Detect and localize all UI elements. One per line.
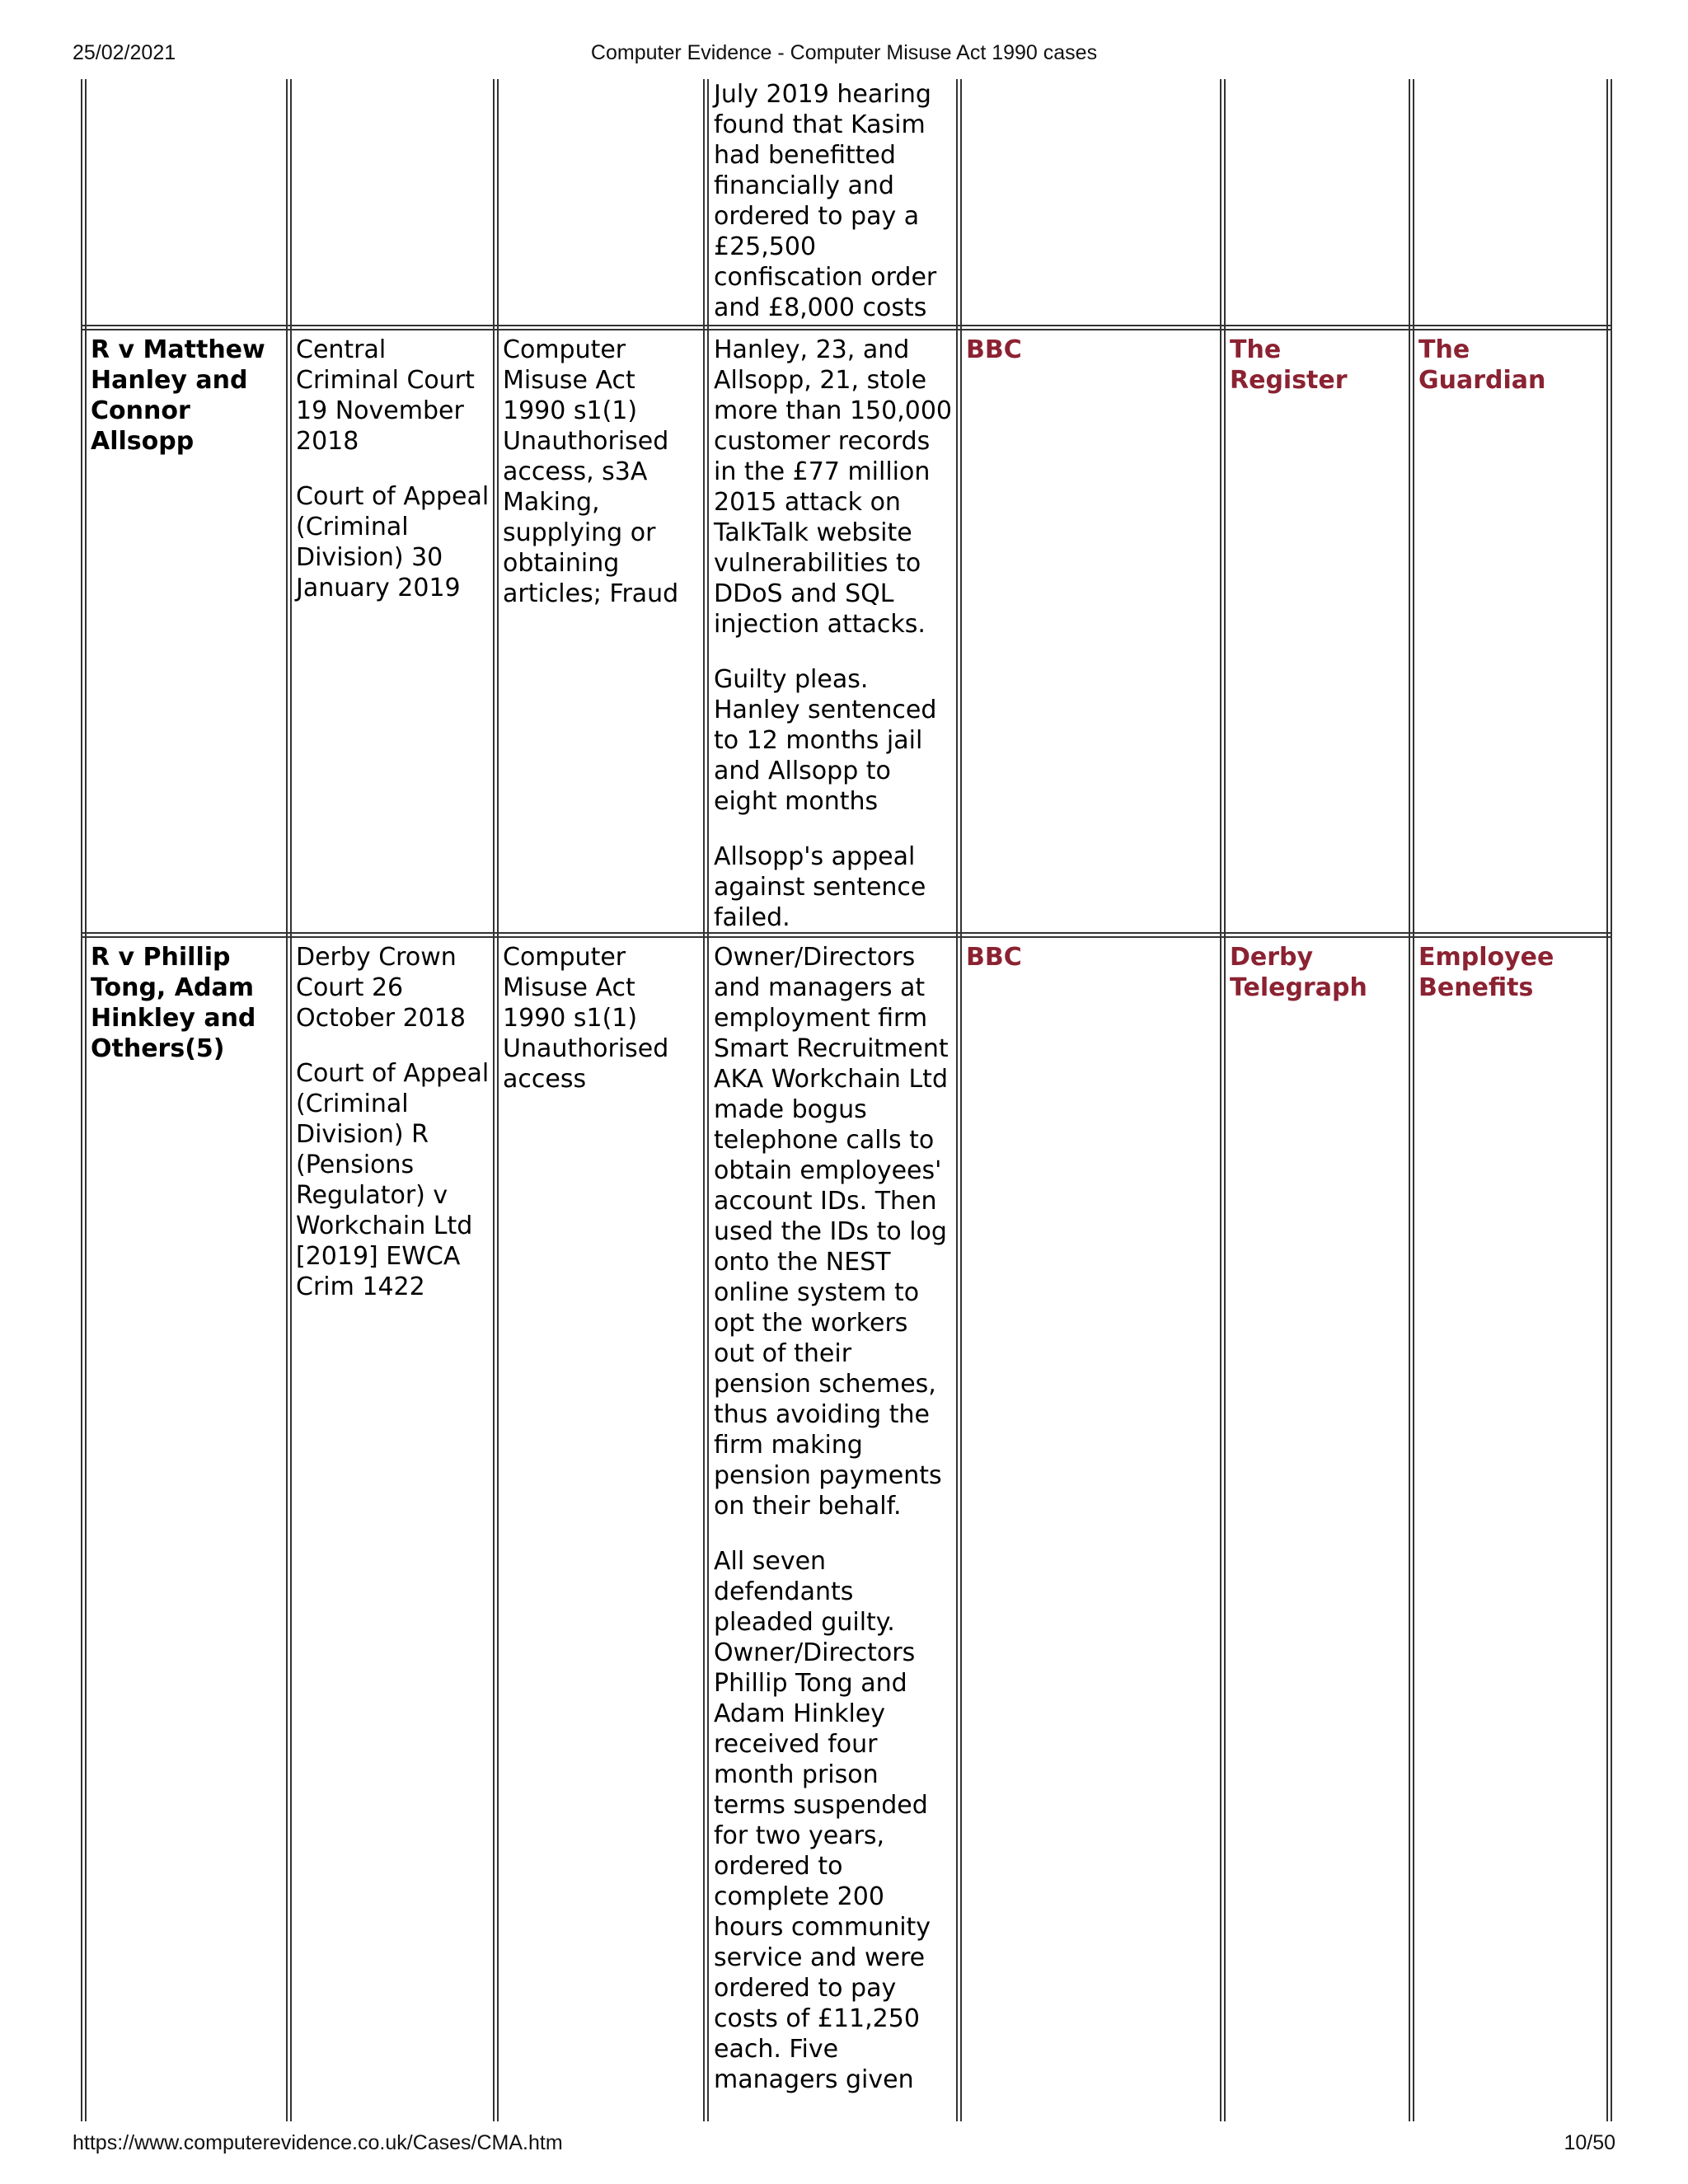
summary-paragraph: Allsopp's appeal against sentence failed. — [714, 842, 926, 932]
summary-paragraph: Guilty pleas. Hanley sentenced to 12 months jail and Allsopp to eight months — [714, 665, 937, 816]
summary-paragraph: All seven defendants pleaded guilty. Owner/Directors Phillip Tong and Adam Hinkley received four month prison terms suspended for two years, ordered to complete 200 hours community service and were ordered to pay costs of £11,250 each. Five managers given — [714, 1547, 931, 2094]
page-number: 10/50 — [1564, 2131, 1615, 2154]
summary-cell — [714, 79, 953, 323]
court-cell — [296, 942, 492, 1302]
column-divider — [493, 79, 499, 2121]
column-divider — [1409, 79, 1414, 2121]
row-divider — [81, 932, 1612, 938]
source-link-the-guardian[interactable]: The Guardian — [1418, 335, 1546, 395]
summary-paragraph: Owner/Directors and managers at employment firm Smart Recruitment AKA Workchain Ltd made bogus telephone calls to obtain employees' account IDs. Then used the IDs to log onto the NEST online system to opt the workers out of their pension schemes, thus avoiding the firm making pension payments on their behalf. — [714, 943, 949, 1521]
column-divider — [703, 79, 709, 2121]
column-divider — [956, 79, 962, 2121]
court-paragraph: Central Criminal Court 19 November 2018 — [296, 335, 475, 456]
case-name: R v Matthew Hanley and Connor Allsopp — [91, 335, 265, 456]
column-divider — [286, 79, 292, 2121]
offence-cell: Computer Misuse Act 1990 s1(1) Unauthorised access, s3A Making, supplying or obtaining articles; Fraud — [503, 335, 679, 608]
summary-cell — [714, 942, 953, 2095]
print-date: 25/02/2021 — [73, 41, 176, 64]
page-title: Computer Evidence - Computer Misuse Act 1990 cases — [590, 41, 1098, 64]
summary-paragraph: July 2019 hearing found that Kasim had benefitted financially and ordered to pay a £25,500 confiscation order and £8,000 costs — [714, 80, 937, 322]
table-border-left — [81, 79, 87, 2121]
summary-paragraph: Hanley, 23, and Allsopp, 21, stole more than 150,000 customer records in the £77 million 2015 attack on TalkTalk website vulnerabilities to DDoS and SQL injection attacks. — [714, 335, 953, 639]
source-link-employee-benefits[interactable]: Employee Benefits — [1418, 943, 1554, 1002]
table-border-right — [1606, 79, 1612, 2121]
row-divider — [81, 325, 1612, 330]
court-paragraph: Court of Appeal (Criminal Division) R (Pensions Regulator) v Workchain Ltd [2019] EWCA Crim 1422 — [296, 1059, 490, 1301]
summary-cell — [714, 335, 953, 933]
court-paragraph: Derby Crown Court 26 October 2018 — [296, 943, 466, 1033]
page-url: https://www.computerevidence.co.uk/Cases/CMA.htm — [73, 2131, 563, 2154]
case-name: R v Phillip Tong, Adam Hinkley and Others(5) — [91, 943, 256, 1063]
source-link-bbc[interactable]: BBC — [966, 943, 1022, 972]
column-divider — [1220, 79, 1226, 2121]
source-link-the-register[interactable]: The Register — [1230, 335, 1348, 395]
court-paragraph: Court of Appeal (Criminal Division) 30 January 2019 — [296, 482, 490, 602]
offence-cell: Computer Misuse Act 1990 s1(1) Unauthorised access — [503, 943, 669, 1094]
source-link-bbc[interactable]: BBC — [966, 335, 1022, 364]
source-link-derby-telegraph[interactable]: Derby Telegraph — [1230, 943, 1367, 1002]
court-cell — [296, 335, 492, 603]
